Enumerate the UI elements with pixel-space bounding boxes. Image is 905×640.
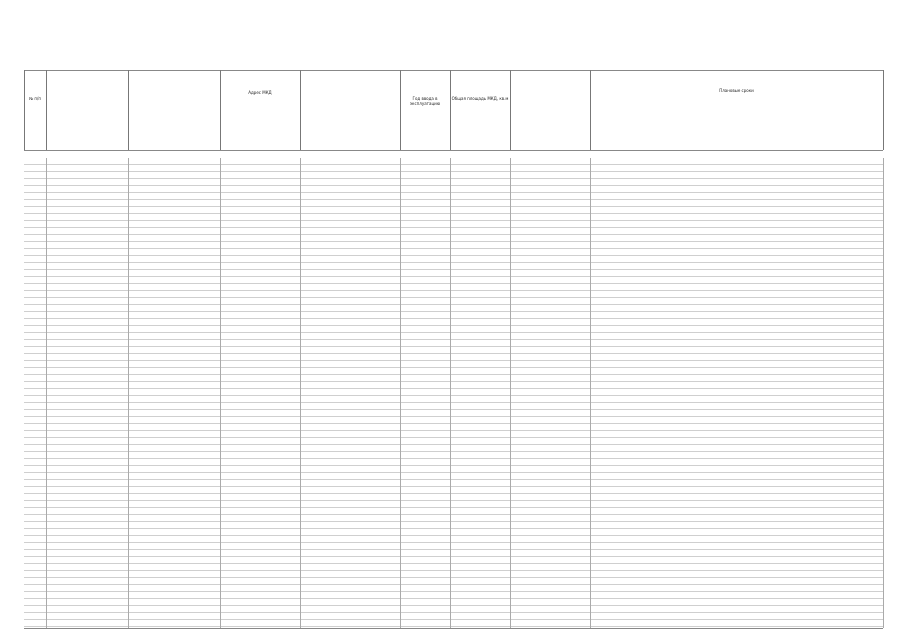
column-divider bbox=[510, 70, 511, 150]
table-body bbox=[24, 158, 883, 628]
column-divider bbox=[46, 158, 47, 628]
column-divider bbox=[400, 70, 401, 150]
column-divider bbox=[24, 70, 25, 150]
header-schedule: Плановые сроки bbox=[719, 88, 754, 93]
column-divider bbox=[128, 158, 129, 628]
header-bottom-border bbox=[24, 150, 883, 151]
column-divider bbox=[590, 70, 591, 150]
column-divider bbox=[510, 158, 511, 628]
column-divider bbox=[300, 158, 301, 628]
header-address: Адрес МКД bbox=[248, 90, 272, 95]
column-divider bbox=[400, 158, 401, 628]
column-divider bbox=[883, 158, 884, 628]
column-divider bbox=[883, 70, 884, 150]
table-bottom-border bbox=[24, 628, 883, 629]
column-divider bbox=[220, 70, 221, 150]
column-divider bbox=[300, 70, 301, 150]
header-area: Общая площадь МКД, кв.м bbox=[451, 96, 509, 101]
column-divider bbox=[220, 158, 221, 628]
header-number: № п/п bbox=[28, 96, 41, 101]
column-divider bbox=[450, 158, 451, 628]
header-year: Год ввода в эксплуатацию bbox=[409, 96, 441, 106]
column-divider bbox=[46, 70, 47, 150]
table-top-border bbox=[24, 70, 883, 71]
column-divider bbox=[590, 158, 591, 628]
column-divider bbox=[450, 70, 451, 150]
column-divider bbox=[128, 70, 129, 150]
